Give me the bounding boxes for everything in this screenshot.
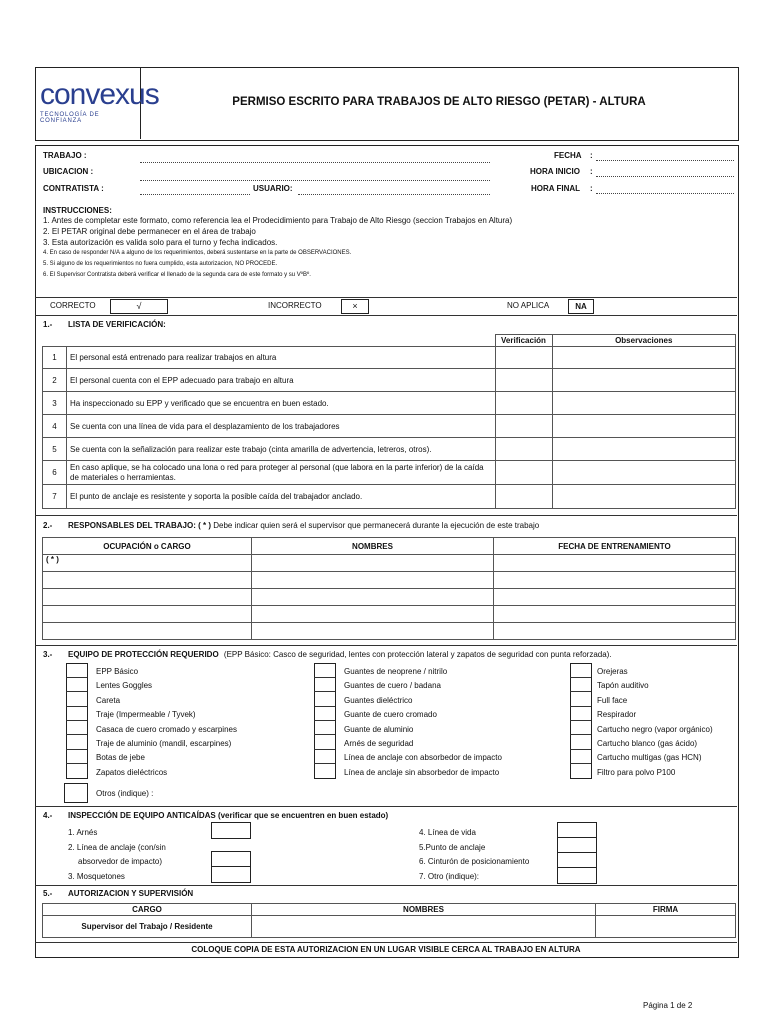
otros-checkbox[interactable] bbox=[64, 783, 88, 803]
logo-tagline: TECNOLOGÍA DE CONFIANZA bbox=[40, 112, 100, 124]
observation-cell[interactable] bbox=[552, 347, 736, 369]
label-contratista: CONTRATISTA : bbox=[43, 184, 104, 193]
check-arnes[interactable] bbox=[211, 822, 251, 839]
legend-incorrecto-mark: × bbox=[341, 299, 369, 314]
observation-cell[interactable] bbox=[552, 392, 736, 415]
col-firma: FIRMA bbox=[596, 904, 736, 916]
legend-correcto: CORRECTO bbox=[50, 301, 96, 310]
section1-title: LISTA DE VERIFICACIÓN: bbox=[68, 320, 166, 329]
section3-header bbox=[68, 650, 612, 659]
section5-number: 5.- bbox=[43, 889, 53, 898]
section3-title: EQUIPO DE PROTECCIÓN REQUERIDO bbox=[68, 650, 219, 659]
field-fecha[interactable] bbox=[596, 160, 734, 161]
instruction-2: 2. El PETAR original debe permanecer en el área de trabajo bbox=[43, 227, 256, 236]
col-nombres: NOMBRES bbox=[252, 538, 494, 555]
instruction-3: 3. Esta autorización es valida solo para el turno y fecha indicados. bbox=[43, 238, 278, 247]
instruction-6: 6. El Supervisor Contratista deberá verificar el llenado de la segunda cara de este formato y su VºBº. bbox=[43, 272, 311, 278]
verification-cell[interactable] bbox=[495, 347, 552, 369]
field-ubicacion[interactable] bbox=[140, 180, 490, 181]
table-row bbox=[43, 623, 736, 640]
section2-title: RESPONSABLES DEL TRABAJO: ( * ) bbox=[68, 521, 211, 530]
supervisor-signature-cell[interactable] bbox=[596, 916, 736, 938]
observation-cell[interactable] bbox=[552, 485, 736, 509]
table-row bbox=[43, 589, 736, 606]
field-trabajo[interactable] bbox=[140, 162, 490, 163]
table-row bbox=[43, 555, 736, 572]
checklist-row: 7 El punto de anclaje es resistente y soporta la posible caída del trabajador anclado. bbox=[43, 485, 736, 509]
verification-cell[interactable] bbox=[495, 415, 552, 438]
legend-correcto-mark: √ bbox=[110, 299, 168, 314]
observation-cell[interactable] bbox=[552, 369, 736, 392]
page-title: PERMISO ESCRITO PARA TRABAJOS DE ALTO RIESGO (PETAR) - ALTURA bbox=[232, 96, 646, 108]
section2-number: 2.- bbox=[43, 521, 53, 530]
label-fecha: FECHA bbox=[554, 151, 582, 160]
footer-note: COLOQUE COPIA DE ESTA AUTORIZACION EN UN LUGAR VISIBLE CERCA AL TRABAJO EN ALTURA bbox=[191, 945, 581, 954]
anticaidas-list-right: 4. Línea de vida 5.Punto de anclaje 6. Cinturón de posicionamiento 7. Otro (indique): bbox=[419, 828, 530, 881]
logo-name: convexus bbox=[40, 78, 159, 111]
label-ubicacion: UBICACION : bbox=[43, 167, 94, 176]
section3-number: 3.- bbox=[43, 650, 53, 659]
observation-cell[interactable] bbox=[552, 415, 736, 438]
epp-checkbox-column-3[interactable] bbox=[570, 663, 592, 779]
check-mosquetones[interactable] bbox=[211, 866, 251, 883]
supervisor-residente: Supervisor del Trabajo / Residente bbox=[43, 916, 252, 938]
verification-cell[interactable] bbox=[495, 438, 552, 461]
epp-checkbox-column-2[interactable] bbox=[314, 663, 336, 779]
supervisor-mark[interactable]: ( * ) bbox=[43, 555, 252, 572]
section1-number: 1.- bbox=[43, 320, 53, 329]
field-contratista[interactable] bbox=[140, 194, 250, 195]
otros-label: Otros (indique) : bbox=[96, 789, 154, 798]
legend-no-aplica-mark: NA bbox=[568, 299, 594, 314]
instruction-4: 4. En caso de responder N/A a alguno de los requerimientos, deberá sustentarse en la parte de OBSERVACIONES. bbox=[43, 250, 352, 256]
section2-header bbox=[68, 521, 539, 530]
table-row bbox=[43, 572, 736, 589]
table-row bbox=[43, 916, 736, 938]
page-number: Página 1 de 2 bbox=[643, 1001, 693, 1010]
section2-subtitle: Debe indicar quien será el supervisor que permanecerá durante la ejecución de este trabajo bbox=[213, 521, 540, 530]
checklist-row: 2 El personal cuenta con el EPP adecuado para trabajo en altura bbox=[43, 369, 736, 392]
checklist-row: 3 Ha inspeccionado su EPP y verificado que se encuentra en buen estado. bbox=[43, 392, 736, 415]
checklist-row: 5 Se cuenta con la señalización para realizar este trabajo (cinta amarilla de advertencia, letreros, otros). bbox=[43, 438, 736, 461]
checklist-row: 4 Se cuenta con una línea de vida para el desplazamiento de los trabajadores bbox=[43, 415, 736, 438]
anticaidas-list-left: 1. Arnés 2. Línea de anclaje (con/sin absorvedor de impacto) 3. Mosquetones bbox=[68, 828, 166, 881]
col-nombres-auth: NOMBRES bbox=[252, 904, 596, 916]
checklist-table bbox=[42, 334, 736, 509]
epp-list-1: EPP Básico Lentes Goggles Careta Traje (Impermeable / Tyvek) Casaca de cuero cromado y escarpines Traje de aluminio (mandil, escarpines) Botas de jebe Zapatos dieléctricos bbox=[96, 667, 237, 777]
instructions-title: INSTRUCCIONES: bbox=[43, 206, 112, 215]
col-fecha-entrenamiento: FECHA DE ENTRENAMIENTO bbox=[494, 538, 736, 555]
col-verificacion: Verificación bbox=[495, 335, 552, 347]
verification-cell[interactable] bbox=[495, 392, 552, 415]
section4-number: 4.- bbox=[43, 811, 53, 820]
observation-cell[interactable] bbox=[552, 461, 736, 485]
table-row bbox=[43, 606, 736, 623]
label-usuario: USUARIO: bbox=[253, 184, 293, 193]
col-ocupacion: OCUPACIÓN o CARGO bbox=[43, 538, 252, 555]
label-hora-final: HORA FINAL bbox=[531, 184, 581, 193]
section3-subtitle: (EPP Básico: Casco de seguridad, lentes con protección lateral y zapatos de seguridad con punta reforzada). bbox=[223, 650, 612, 659]
col-observaciones: Observaciones bbox=[552, 335, 736, 347]
instruction-1: 1. Antes de completar este formato, como referencia lea el Prodecidimiento para Trabajo de Alto Riesgo (seccion Trabajos en Altura) bbox=[43, 216, 513, 225]
instruction-5: 5. Si alguno de los requerimientos no fuera cumplido, esta autorizacion, NO PROCEDE. bbox=[43, 261, 278, 267]
epp-checkbox-column-1[interactable] bbox=[66, 663, 88, 779]
epp-list-2: Guantes de neoprene / nitrilo Guantes de cuero / badana Guantes dieléctrico Guante de cuero cromado Guante de aluminio Arnés de seguridad Línea de anclaje con absorbedor de impacto Línea de anclaje sin absorbedor de impacto bbox=[344, 667, 502, 777]
col-cargo: CARGO bbox=[43, 904, 252, 916]
section5-title: AUTORIZACION Y SUPERVISIÓN bbox=[68, 889, 194, 898]
company-logo bbox=[40, 78, 159, 124]
checklist-row: 6 En caso aplique, se ha colocado una lona o red para proteger al personal (que labora en la parte inferior) de la caída de materiales o herramientas. bbox=[43, 461, 736, 485]
supervisor-name-cell[interactable] bbox=[252, 916, 596, 938]
verification-cell[interactable] bbox=[495, 369, 552, 392]
field-usuario[interactable] bbox=[298, 194, 490, 195]
verification-cell[interactable] bbox=[495, 461, 552, 485]
instructions bbox=[43, 206, 733, 281]
label-trabajo: TRABAJO : bbox=[43, 151, 87, 160]
observation-cell[interactable] bbox=[552, 438, 736, 461]
epp-list-3: Orejeras Tapón auditivo Full face Respirador Cartucho negro (vapor orgánico) Cartucho blanco (gas ácido) Cartucho multigas (gas HCN) Filtro para polvo P100 bbox=[597, 667, 713, 777]
verification-cell[interactable] bbox=[495, 485, 552, 509]
field-hora-inicio[interactable] bbox=[596, 176, 734, 177]
responsables-table bbox=[42, 537, 736, 640]
legend-no-aplica: NO APLICA bbox=[507, 301, 550, 310]
autorizacion-table bbox=[42, 903, 736, 938]
section4-title: INSPECCIÓN DE EQUIPO ANTICAÍDAS (verificar que se encuentren en buen estado) bbox=[68, 811, 389, 820]
legend-incorrecto: INCORRECTO bbox=[268, 301, 322, 310]
label-hora-inicio: HORA INICIO bbox=[530, 167, 580, 176]
field-hora-final[interactable] bbox=[596, 193, 734, 194]
checklist-row: 1 El personal está entrenado para realizar trabajos en altura bbox=[43, 347, 736, 369]
check-otro[interactable] bbox=[557, 867, 597, 884]
